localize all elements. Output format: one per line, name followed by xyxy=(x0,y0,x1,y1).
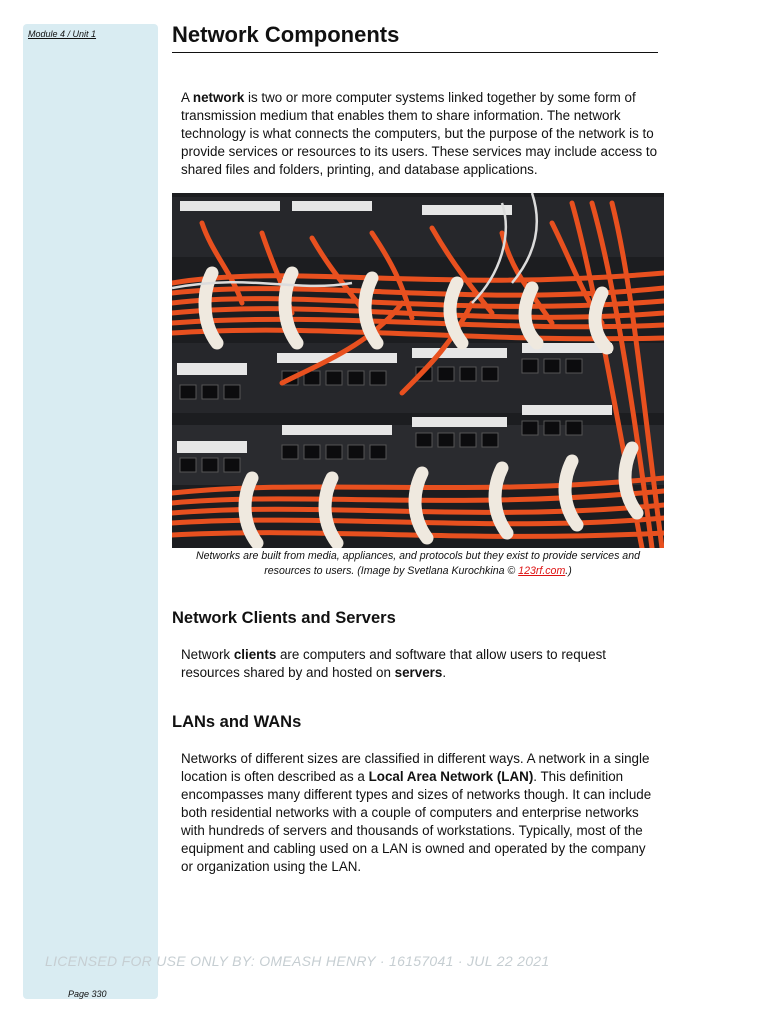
sidebar-panel xyxy=(23,24,158,999)
figure-caption: Networks are built from media, appliances, and protocols but they exist to provide services and resources to users. (Image by Svetlana Kurochkina © 123rf.com.) xyxy=(196,550,640,577)
patch-panel-illustration xyxy=(172,193,664,548)
term-clients: clients xyxy=(233,647,277,662)
network-patch-panel-photo xyxy=(172,193,664,548)
page-number: Page 330 xyxy=(68,989,107,999)
term-network: network xyxy=(192,90,245,105)
license-watermark: LICENSED FOR USE ONLY BY: OMEASH HENRY · 16157041 · JUL 22 2021 xyxy=(45,953,550,969)
page-title: Network Components xyxy=(172,22,658,53)
clients-paragraph: Network clients are computers and software that allow users to request resources shared by and hosted on servers. xyxy=(181,647,606,680)
section-heading-lans-wans: LANs and WANs xyxy=(172,713,302,731)
lans-paragraph: Networks of different sizes are classified in different ways. A network in a single location is often described as a Local Area Network (LAN). This definition encompasses many different types and sizes of networks though. It can include both residential networks with a couple of computers and enterprise networks with hundreds of servers and thousands of workstations. Typically, most of the equipment and cabling used on a LAN is owned and operated by the company or organization using the LAN. xyxy=(181,751,652,874)
term-servers: servers xyxy=(394,665,443,680)
module-label: Module 4 / Unit 1 xyxy=(28,29,97,39)
section-heading-clients-servers: Network Clients and Servers xyxy=(172,609,396,627)
term-lan: Local Area Network (LAN) xyxy=(368,769,534,784)
caption-source-link[interactable]: 123rf.com xyxy=(518,565,566,577)
intro-paragraph: A network is two or more computer systems linked together by some form of transmission medium that enables them to share information. The network technology is what connects the computers, but the purpose of the network is to provide services or resources to its users. These services may include access to shared files and folders, printing, and database applications. xyxy=(181,90,658,177)
